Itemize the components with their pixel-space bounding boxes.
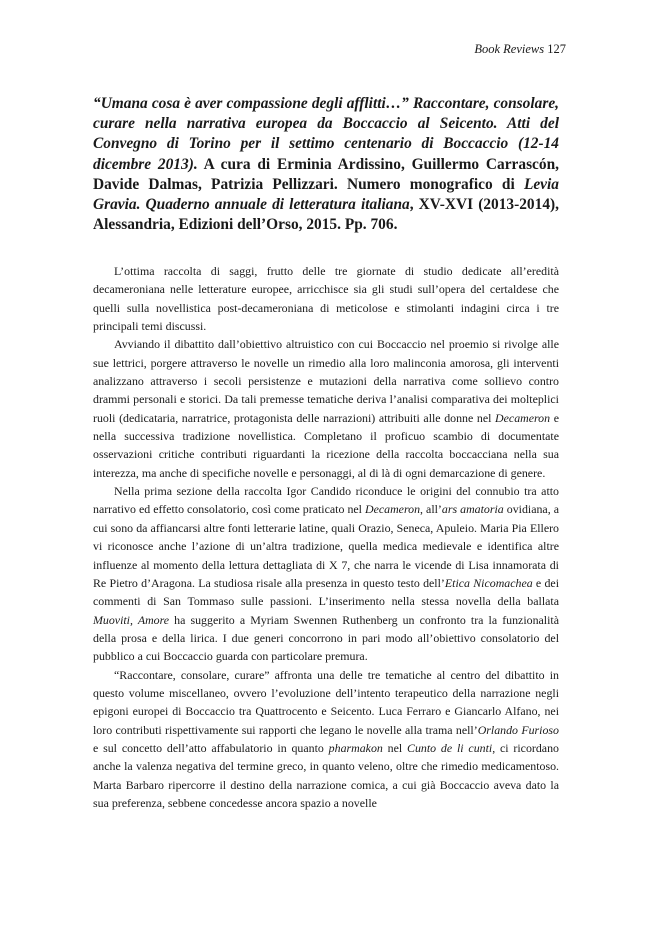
review-body [93, 262, 559, 812]
paragraph-2: Avviando il dibattito dall’obiettivo altruistico con cui Boccaccio nel proemio si rivolge alle sue lettrici, porgere attraverso le novelle un rimedio alla loro malinconia amorosa, gli interventi analizzano attraverso i secoli persistenze e mutazioni della narrativa come sollievo contro drammi personali e storici. Da tali premesse tematiche deriva l’analisi comparativa dei molteplici ruoli (dedicataria, narratrice, protagonista delle narrazioni) attribuiti alle donne nel Decameron e nella successiva tradizione novellistica. Completano il proficuo scambio di documentate osservazioni critiche contributi riguardanti la ricezione della raccolta boccacciana nella sua interezza, ma anche di specifiche novelle e personaggi, al di là di ogni demarcazione di genere. [93, 337, 559, 480]
paragraph-4: “Raccontare, consolare, curare” affronta una delle tre tematiche al centro del dibattito in questo volume miscellaneo, ovvero l’evoluzione dell’intento terapeutico della narrazione negli epigoni europei di Boccaccio tra Quattrocento e Seicento. Luca Ferraro e Giancarlo Alfano, nei loro contributi rispettivamente sui rapporti che legano le novelle alla trama nell’Orlando Furioso e sul concetto dell’atto affabulatorio in quanto pharmakon nel Cunto de li cunti, ci ricordano anche la valenza negativa del termine greco, in quanto veleno, oltre che rimedio medicamentoso. Marta Barbaro ripercorre il destino della narrazione comica, a cui già Boccaccio aveva dato la sua preferenza, sebbene concedesse ancora spazio a novelle [93, 667, 559, 810]
paragraph-3: Nella prima sezione della raccolta Igor Candido riconduce le origini del connubio tra atto narrativo ed effetto consolatorio, così come praticato nel Decameron, all’ars amatoria ovidiana, a cui sono da affiancarsi altre fonti letterarie latine, quali Orazio, Seneca, Apuleio. Maria Pia Ellero vi riconosce anche l’azione di un’altra tradizione, quella medica medievale e identifica altre influenze al momento della lettura dettagliata di X 7, che narra le vicende di Lisa innamorata di Re Pietro d’Aragona. La studiosa risale alla presenza in questo testo dell’Etica Nicomachea e dei commenti di San Tommaso sulle passioni. L’inserimento nella stessa novella della ballata Muoviti, Amore ha suggerito a Myriam Swennen Ruthenberg un confronto tra la funzionalità della prosa e della lirica. I due generi concorrono in pari modo all’obiettivo consolatorio del pubblico a cui Boccaccio guarda con particolare premura. [93, 484, 559, 664]
review-bibliographic-entry [93, 94, 559, 235]
reviewed-book-title: “Umana cosa è aver compassione degli afflitti…” Raccontare, consolare, curare nella narrativa europea da Boccaccio al Seicento. Atti del Convegno di Torino per il settimo centenario di Boccaccio (12-14 dicembre 2013). [93, 95, 559, 173]
muoviti-amore-title: Muoviti, Amore [93, 612, 170, 627]
ars-amatoria-title: ars amatoria [441, 502, 504, 517]
journal-title: Levia Gravia. Quaderno annuale di letteratura italiana [93, 175, 559, 214]
cunto-title: Cunto de li cunti [407, 740, 493, 755]
etica-nicomachea-title: Etica Nicomachea [444, 575, 533, 590]
paragraph-1: L’ottima raccolta di saggi, frutto delle tre giornate di studio dedicate all’eredità decameroniana nelle letterature europee, arricchisce sia gli studi sull’opera del certaldese che quelli sulla novellistica post-decameroniana di meticolose e stimolanti indagini circa i tre principali temi discussi. [93, 264, 559, 334]
page-number: 127 [547, 42, 566, 56]
decameron-title: Decameron [365, 502, 421, 517]
editors-statement: A cura di Erminia Ardissino, Guillermo Carrascón, Davide Dalmas, Patrizia Pellizzari. Numero monografico di [93, 155, 559, 193]
running-head [474, 42, 566, 57]
pharmakon-term: pharmakon [328, 740, 383, 755]
orlando-furioso-title: Orlando Furioso [477, 722, 559, 737]
decameron-title: Decameron [495, 410, 551, 425]
journal-section-name: Book Reviews [474, 42, 545, 56]
publication-details: , XV-XVI (2013-2014), Alessandria, Edizioni dell’Orso, 2015. Pp. 706. [93, 196, 559, 234]
